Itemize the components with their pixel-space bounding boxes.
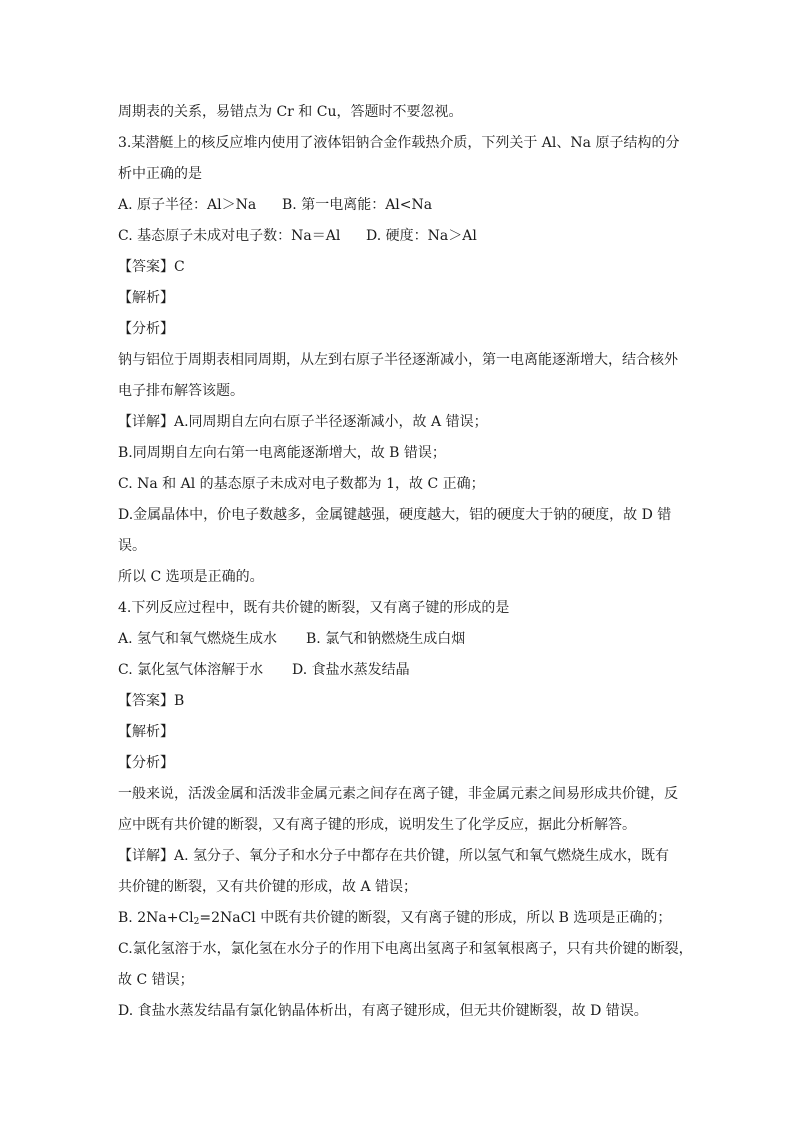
equation-line (118, 908, 671, 928)
text-line: 钠与铝位于周期表相同周期，从左到右原子半径逐渐减小，第一电离能逐渐增大，结合核外 (118, 352, 678, 368)
text-line: 电子排布解答该题。 (118, 383, 244, 399)
answer-label: 【答案】C (118, 259, 185, 275)
text-line: 共价键的断裂，又有共价键的形成，故 A 错误； (118, 879, 418, 895)
option-a: A. 原子半径：Al＞Na (118, 197, 257, 213)
option-b: B. 氯气和钠燃烧生成白烟 (306, 631, 466, 647)
text-line: D.金属晶体中，价电子数越多，金属键越强，硬度越大，铝的硬度大于钠的硬度，故 D 错 (118, 507, 672, 523)
text-line: 周期表的关系，易错点为 Cr 和 Cu，答题时不要忽视。 (118, 104, 463, 120)
question-3-stem-cont: 析中正确的是 (118, 166, 202, 182)
explanation-label: 【解析】 (118, 724, 174, 740)
equation-text-cont: =2NaCl 中既有共价键的断裂，又有离子键的形成，所以 B 选项是正确的； (199, 910, 672, 926)
option-d: D. 硬度：Na＞Al (366, 228, 477, 244)
option-row (118, 195, 433, 215)
explanation-label: 【解析】 (118, 290, 174, 306)
analysis-label: 【分析】 (118, 321, 174, 337)
option-row (118, 660, 410, 680)
detail-line: 【详解】A. 氢分子、氧分子和水分子中都存在共价键，所以氢气和氧气燃烧生成水，既有 (118, 848, 670, 864)
option-a: A. 氢气和氧气燃烧生成水 (118, 631, 278, 647)
option-d: D. 食盐水蒸发结晶 (292, 662, 410, 678)
text-line: B.同周期自左向右第一电离能逐渐增大，故 B 错误； (118, 445, 446, 461)
text-line: 误。 (118, 538, 146, 554)
text-line: C.氯化氢溶于水，氯化氢在水分子的作用下电离出氢离子和氢氧根离子，只有共价键的断裂， (118, 941, 693, 957)
question-3-stem: 3.某潜艇上的核反应堆内使用了液体铝钠合金作载热介质，下列关于 Al、Na 原子结构的分 (118, 135, 680, 151)
text-line: 所以 C 选项是正确的。 (118, 569, 264, 585)
option-c: C. 基态原子未成对电子数：Na＝Al (118, 228, 341, 244)
text-line: 应中既有共价键的断裂，又有离子键的形成，说明发生了化学反应，据此分析解答。 (118, 817, 636, 833)
detail-line: 【详解】A.同周期自左向右原子半径逐渐减小，故 A 错误； (118, 414, 488, 430)
text-line: 一般来说，活泼金属和活泼非金属元素之间存在离子键，非金属元素之间易形成共价键，反 (118, 786, 678, 802)
text-line: C. Na 和 Al 的基态原子未成对电子数都为 1，故 C 正确； (118, 476, 485, 492)
question-4-stem: 4.下列反应过程中，既有共价键的断裂，又有离子键的形成的是 (118, 600, 510, 616)
answer-label: 【答案】B (118, 693, 185, 709)
analysis-label: 【分析】 (118, 755, 174, 771)
text-line: 故 C 错误； (118, 972, 194, 988)
option-b: B. 第一电离能：Al<Na (282, 197, 433, 213)
subscript: 2 (193, 917, 200, 927)
option-row (118, 629, 466, 649)
equation-text: B. 2Na+Cl (118, 910, 194, 926)
text-line: D. 食盐水蒸发结晶有氯化钠晶体析出，有离子键形成，但无共价键断裂，故 D 错误。 (118, 1003, 648, 1019)
option-c: C. 氯化氢气体溶解于水 (118, 662, 264, 678)
option-row (118, 226, 477, 246)
